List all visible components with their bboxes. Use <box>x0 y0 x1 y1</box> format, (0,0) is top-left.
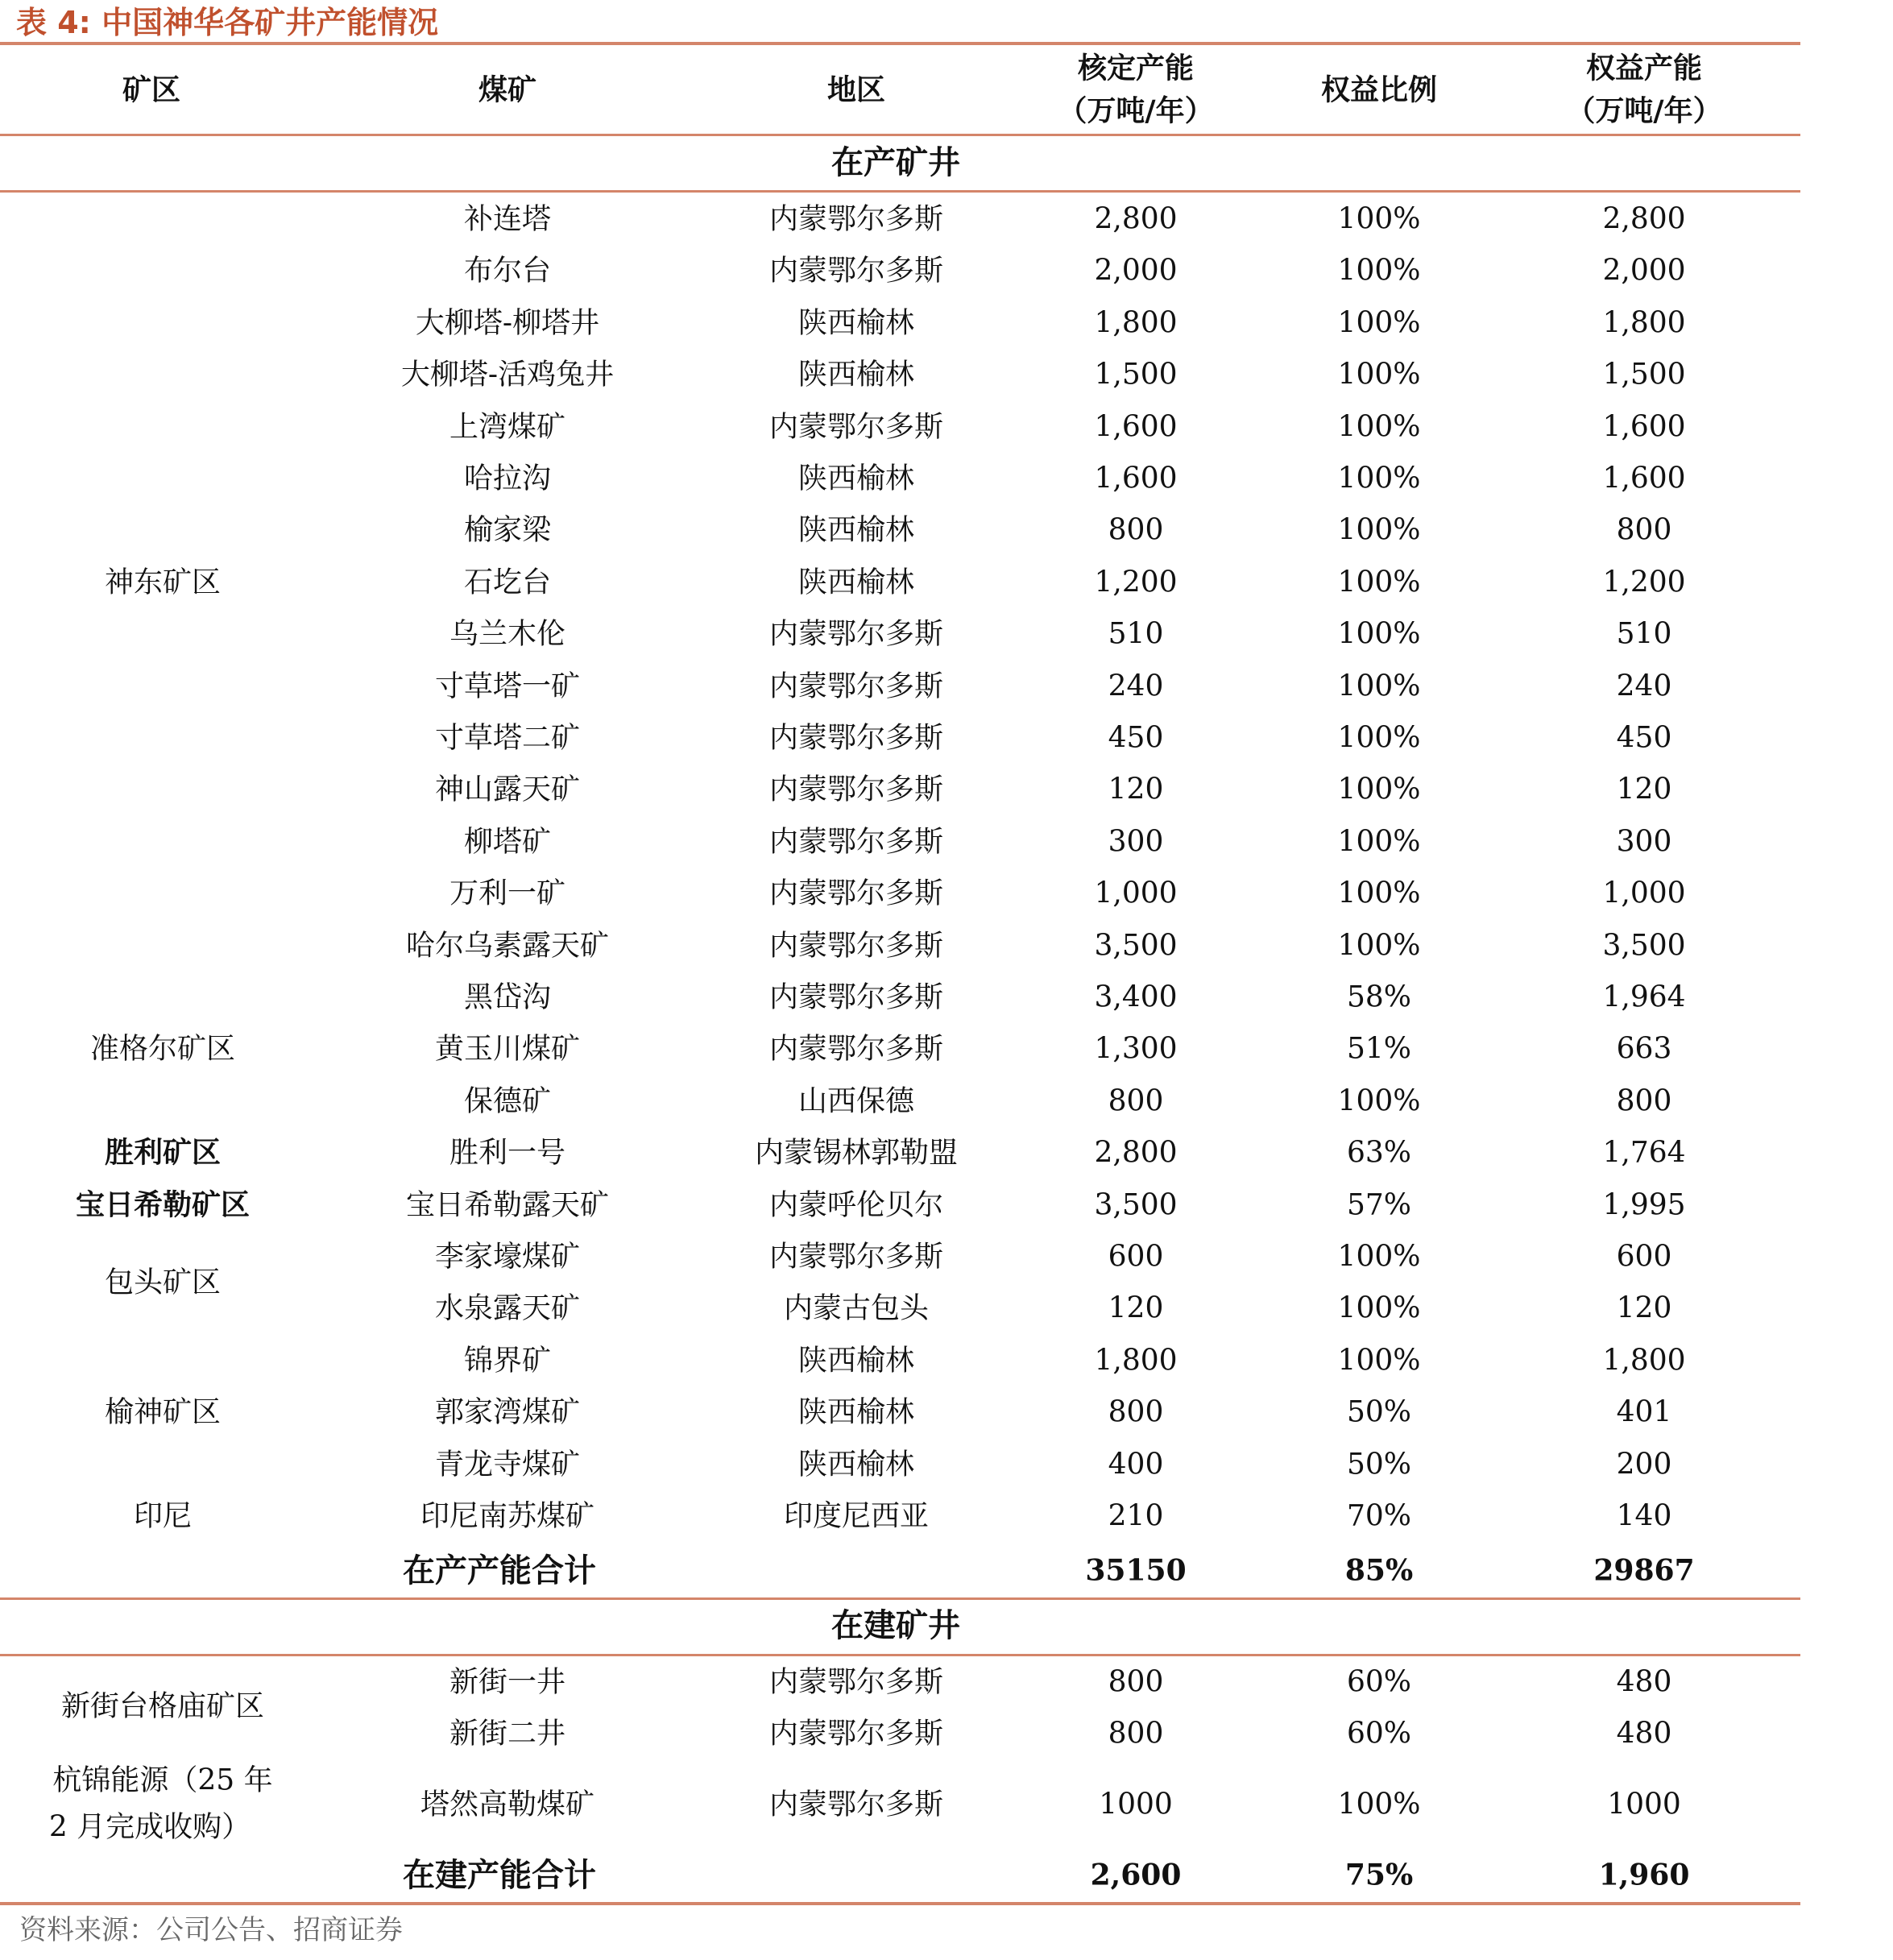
cell-share: 100% <box>1337 306 1421 340</box>
cell-mine: 塔然高勒煤矿 <box>420 1788 595 1821</box>
cell-mine: 乌兰木伦 <box>449 617 566 651</box>
cell-share: 50% <box>1346 1395 1412 1429</box>
cell-mine: 大柳塔-柳塔井 <box>415 306 600 340</box>
cell-capacity: 240 <box>1108 669 1164 703</box>
cell-region: 陕西榆林 <box>797 358 915 392</box>
cell-mine: 印尼南苏煤矿 <box>420 1499 595 1533</box>
cell-region: 内蒙鄂尔多斯 <box>768 825 944 859</box>
cell-capacity: 3,500 <box>1094 1188 1178 1222</box>
cell-region: 陕西榆林 <box>797 566 915 599</box>
cell-equity: 1,000 <box>1602 876 1686 910</box>
cell-share: 100% <box>1337 254 1421 288</box>
cell-region: 陕西榆林 <box>797 462 915 495</box>
cell-mine: 锦界矿 <box>463 1344 552 1378</box>
cell-share: 63% <box>1346 1136 1412 1170</box>
cell-region: 内蒙鄂尔多斯 <box>768 410 944 444</box>
section-title-producing: 在产矿井 <box>831 144 960 181</box>
area-label: 包头矿区 <box>104 1266 222 1299</box>
cell-mine: 大柳塔-活鸡兔井 <box>400 358 615 392</box>
cell-equity: 2,000 <box>1602 254 1686 288</box>
cell-share: 100% <box>1337 566 1421 599</box>
source-note: 资料来源：公司公告、招商证券 <box>19 1914 403 1946</box>
cell-region: 陕西榆林 <box>797 1448 915 1481</box>
cell-region: 内蒙鄂尔多斯 <box>768 1032 944 1066</box>
cell-region: 陕西榆林 <box>797 1344 915 1378</box>
cell-equity: 120 <box>1616 773 1672 806</box>
cell-mine: 神山露天矿 <box>434 773 581 806</box>
total-rule-producing <box>0 1597 1800 1600</box>
cell-share: 100% <box>1337 410 1421 444</box>
cell-equity: 2,800 <box>1602 202 1686 236</box>
area-label: 榆神矿区 <box>104 1395 222 1429</box>
cell-capacity: 450 <box>1108 721 1164 755</box>
area-label: 准格尔矿区 <box>89 1032 236 1066</box>
cell-capacity: 3,500 <box>1094 929 1178 963</box>
cell-share: 100% <box>1337 202 1421 236</box>
cell-mine: 青龙寺煤矿 <box>434 1448 581 1481</box>
cell-equity: 510 <box>1616 617 1672 651</box>
cell-region: 陕西榆林 <box>797 306 915 340</box>
cell-share: 100% <box>1337 721 1421 755</box>
total-label-construction: 在建产能合计 <box>403 1857 596 1894</box>
cell-share: 100% <box>1337 1240 1421 1274</box>
header-share: 权益比例 <box>1320 73 1438 107</box>
cell-mine: 补连塔 <box>463 202 552 236</box>
cell-equity: 1000 <box>1607 1788 1681 1821</box>
cell-equity: 1,800 <box>1602 306 1686 340</box>
cell-mine: 榆家梁 <box>463 513 552 547</box>
header-region: 地区 <box>826 73 886 107</box>
header-rule <box>0 134 1800 136</box>
cell-equity: 600 <box>1616 1240 1672 1274</box>
cell-region: 内蒙鄂尔多斯 <box>768 202 944 236</box>
header-mine: 煤矿 <box>478 73 537 107</box>
cell-region: 内蒙鄂尔多斯 <box>768 1665 944 1699</box>
section-rule-producing <box>0 190 1800 193</box>
cell-mine: 水泉露天矿 <box>434 1291 581 1325</box>
cell-mine: 保德矿 <box>463 1084 552 1118</box>
cell-mine: 石圪台 <box>463 566 552 599</box>
cell-share: 100% <box>1337 773 1421 806</box>
cell-capacity: 120 <box>1108 773 1164 806</box>
cell-share: 100% <box>1337 876 1421 910</box>
cell-capacity: 2,000 <box>1094 254 1178 288</box>
cell-equity: 3,500 <box>1602 929 1686 963</box>
cell-equity: 480 <box>1616 1717 1672 1751</box>
total-equity-construction: 1,960 <box>1598 1858 1690 1892</box>
cell-region: 陕西榆林 <box>797 513 915 547</box>
cell-mine: 郭家湾煤矿 <box>434 1395 581 1429</box>
cell-capacity: 1000 <box>1099 1788 1173 1821</box>
cell-share: 58% <box>1346 980 1412 1014</box>
cell-equity: 240 <box>1616 669 1672 703</box>
cell-capacity: 600 <box>1108 1240 1164 1274</box>
cell-mine: 柳塔矿 <box>463 825 552 859</box>
cell-equity: 1,764 <box>1602 1136 1686 1170</box>
cell-mine: 李家壕煤矿 <box>434 1240 581 1274</box>
header-capacity-line1: 核定产能 <box>1077 52 1195 85</box>
cell-equity: 300 <box>1616 825 1672 859</box>
cell-capacity: 1,300 <box>1094 1032 1178 1066</box>
cell-mine: 黑岱沟 <box>463 980 552 1014</box>
cell-region: 内蒙鄂尔多斯 <box>768 1240 944 1274</box>
cell-equity: 1,200 <box>1602 566 1686 599</box>
cell-share: 100% <box>1337 825 1421 859</box>
cell-capacity: 1,600 <box>1094 462 1178 495</box>
cell-capacity: 400 <box>1108 1448 1164 1481</box>
section-title-construction: 在建矿井 <box>831 1607 960 1644</box>
cell-share: 100% <box>1337 617 1421 651</box>
cell-equity: 1,800 <box>1602 1344 1686 1378</box>
cell-mine: 新街一井 <box>449 1665 566 1699</box>
cell-capacity: 1,200 <box>1094 566 1178 599</box>
cell-share: 100% <box>1337 358 1421 392</box>
cell-share: 60% <box>1346 1717 1412 1751</box>
cell-share: 100% <box>1337 513 1421 547</box>
total-capacity-producing: 35150 <box>1085 1553 1187 1588</box>
cell-capacity: 1,800 <box>1094 1344 1178 1378</box>
cell-share: 100% <box>1337 929 1421 963</box>
cell-region: 陕西榆林 <box>797 1395 915 1429</box>
area-label-construction: 新街台格庙矿区 <box>60 1689 265 1723</box>
cell-capacity: 210 <box>1108 1499 1164 1533</box>
cell-mine: 万利一矿 <box>449 876 566 910</box>
cell-mine: 寸草塔一矿 <box>434 669 581 703</box>
area-label-construction: 2 月完成收购） <box>48 1810 251 1844</box>
cell-equity: 1,995 <box>1602 1188 1686 1222</box>
cell-capacity: 800 <box>1108 1717 1164 1751</box>
cell-region: 印度尼西亚 <box>783 1499 930 1533</box>
cell-mine: 上湾煤矿 <box>449 410 566 444</box>
cell-equity: 800 <box>1616 513 1672 547</box>
section-rule-construction <box>0 1654 1800 1656</box>
cell-share: 57% <box>1346 1188 1412 1222</box>
top-rule <box>0 42 1800 45</box>
cell-capacity: 1,500 <box>1094 358 1178 392</box>
area-label: 胜利矿区 <box>104 1135 222 1170</box>
header-equity-line2: （万吨/年） <box>1566 94 1722 128</box>
cell-equity: 140 <box>1616 1499 1672 1533</box>
total-equity-producing: 29867 <box>1593 1553 1695 1588</box>
cell-region: 内蒙鄂尔多斯 <box>768 1788 944 1821</box>
cell-capacity: 510 <box>1108 617 1164 651</box>
cell-mine: 黄玉川煤矿 <box>434 1032 581 1066</box>
cell-region: 内蒙鄂尔多斯 <box>768 876 944 910</box>
area-label: 神东矿区 <box>104 566 222 599</box>
cell-capacity: 2,800 <box>1094 1136 1178 1170</box>
cell-region: 内蒙鄂尔多斯 <box>768 254 944 288</box>
cell-capacity: 1,800 <box>1094 306 1178 340</box>
cell-capacity: 800 <box>1108 1084 1164 1118</box>
cell-region: 内蒙古包头 <box>783 1291 930 1325</box>
area-label: 宝日希勒矿区 <box>75 1187 251 1222</box>
cell-equity: 1,600 <box>1602 462 1686 495</box>
cell-capacity: 800 <box>1108 1665 1164 1699</box>
cell-region: 内蒙鄂尔多斯 <box>768 669 944 703</box>
header-equity-line1: 权益产能 <box>1585 52 1703 85</box>
cell-equity: 450 <box>1616 721 1672 755</box>
cell-capacity: 800 <box>1108 513 1164 547</box>
cell-mine: 胜利一号 <box>449 1136 566 1170</box>
cell-region: 内蒙锡林郭勒盟 <box>754 1136 959 1170</box>
cell-equity: 120 <box>1616 1291 1672 1325</box>
cell-equity: 1,500 <box>1602 358 1686 392</box>
cell-share: 100% <box>1337 669 1421 703</box>
cell-region: 内蒙鄂尔多斯 <box>768 929 944 963</box>
cell-equity: 200 <box>1616 1448 1672 1481</box>
cell-share: 60% <box>1346 1665 1412 1699</box>
area-label: 印尼 <box>133 1499 193 1533</box>
cell-capacity: 120 <box>1108 1291 1164 1325</box>
cell-equity: 401 <box>1616 1395 1672 1429</box>
cell-mine: 新街二井 <box>449 1717 566 1751</box>
area-label-construction: 杭锦能源（25 年 <box>52 1763 273 1797</box>
cell-capacity: 1,000 <box>1094 876 1178 910</box>
header-area: 矿区 <box>122 73 181 107</box>
cell-capacity: 300 <box>1108 825 1164 859</box>
bottom-rule <box>0 1902 1800 1905</box>
cell-mine: 布尔台 <box>463 254 552 288</box>
cell-share: 51% <box>1346 1032 1412 1066</box>
total-share-construction: 75% <box>1344 1858 1414 1892</box>
cell-mine: 哈拉沟 <box>463 462 552 495</box>
header-capacity-line2: （万吨/年） <box>1058 94 1214 128</box>
cell-equity: 480 <box>1616 1665 1672 1699</box>
cell-region: 内蒙鄂尔多斯 <box>768 980 944 1014</box>
cell-mine: 寸草塔二矿 <box>434 721 581 755</box>
cell-mine: 宝日希勒露天矿 <box>405 1188 610 1222</box>
cell-region: 内蒙鄂尔多斯 <box>768 721 944 755</box>
cell-share: 100% <box>1337 1084 1421 1118</box>
cell-share: 100% <box>1337 462 1421 495</box>
total-share-producing: 85% <box>1344 1553 1414 1588</box>
cell-region: 内蒙鄂尔多斯 <box>768 773 944 806</box>
cell-capacity: 800 <box>1108 1395 1164 1429</box>
cell-share: 100% <box>1337 1291 1421 1325</box>
cell-share: 100% <box>1337 1344 1421 1378</box>
total-capacity-construction: 2,600 <box>1090 1858 1182 1892</box>
cell-region: 内蒙鄂尔多斯 <box>768 617 944 651</box>
total-label-producing: 在产产能合计 <box>403 1552 596 1589</box>
cell-equity: 663 <box>1616 1032 1672 1066</box>
table-caption: 表 4: 中国神华各矿井产能情况 <box>16 5 439 40</box>
cell-capacity: 3,400 <box>1094 980 1178 1014</box>
cell-capacity: 1,600 <box>1094 410 1178 444</box>
cell-equity: 1,600 <box>1602 410 1686 444</box>
cell-region: 山西保德 <box>797 1084 915 1118</box>
cell-mine: 哈尔乌素露天矿 <box>405 929 610 963</box>
cell-capacity: 2,800 <box>1094 202 1178 236</box>
cell-equity: 800 <box>1616 1084 1672 1118</box>
cell-region: 内蒙呼伦贝尔 <box>768 1188 944 1222</box>
cell-share: 70% <box>1346 1499 1412 1533</box>
cell-region: 内蒙鄂尔多斯 <box>768 1717 944 1751</box>
cell-share: 100% <box>1337 1788 1421 1821</box>
cell-equity: 1,964 <box>1602 980 1686 1014</box>
cell-share: 50% <box>1346 1448 1412 1481</box>
